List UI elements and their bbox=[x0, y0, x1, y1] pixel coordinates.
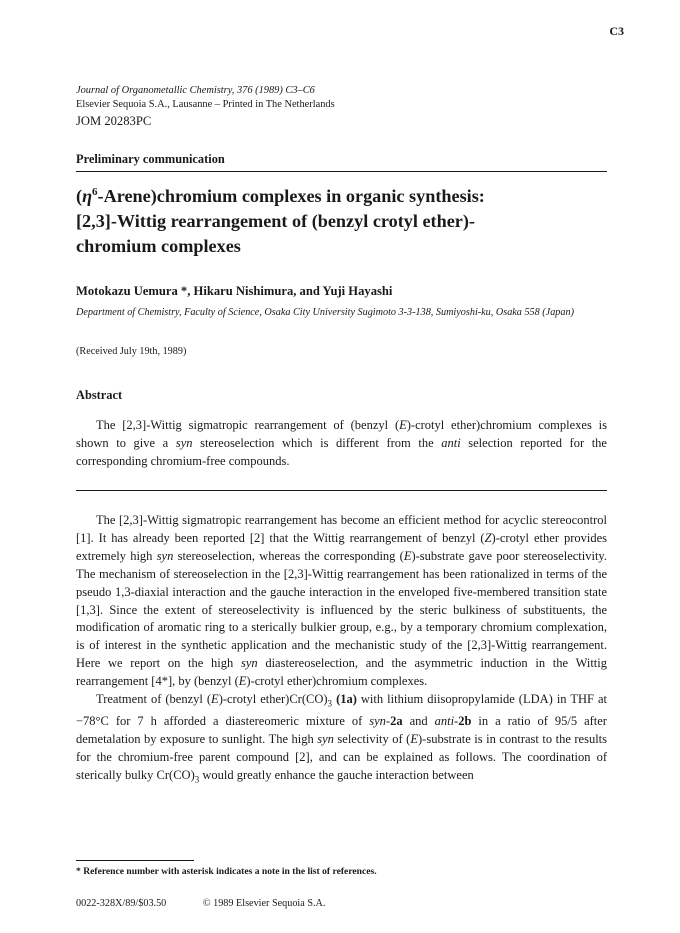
abstract-heading: Abstract bbox=[76, 388, 123, 402]
footnote: * Reference number with asterisk indicates a note in the list of references. bbox=[76, 866, 377, 877]
publisher-line: Elsevier Sequoia S.A., Lausanne – Printed in The Netherlands bbox=[76, 99, 335, 110]
footnote-divider bbox=[76, 860, 194, 861]
body-text: The [2,3]-Wittig sigmatropic rearrangement has become an efficient method for acyclic stereocontrol [1]. It has already been reported [2] that the Wittig rearrangement of benzyl (Z)-crotyl ether provides extremely high syn stereoselection, whereas the corresponding (E)-substrate gave poor stereoselectivity. The mechanism of stereoselection in the [2,3]-Wittig rearrangement has been rationalized in terms of the pseudo 1,3-diaxial interaction and the gauche interaction in the enveloped five-membered transition state [1,3]. Since the extent of stereoselectivity is influenced by the steric bulkiness of substituents, the modification of aromatic ring to a sterically bulkier group, e.g., by a temporary chromium complexation, is of interest in the synthetic application and the mechanistic study of the [2,3]-Wittig rearrangement. Here we report on the high syn diastereoselection, and the asymmetric induction in the Wittig rearrangement [4*], by (benzyl (E)-crotyl ether)chromium complexes. Treatment of (benzyl (E)-crotyl $ether)Cr(CO)_3$ (1a) with lithium diisopropylamide (LDA) in THF at −78°C for 7 h afforded a diastereomeric mixture of syn-2a and anti-2b in a ratio of 95/5 after demetalation by exposure to sunlight. The high syn selectivity of (E)-substrate is in contrast to the results for the chromium-free parent compound [2], and can be explained as follows. The coordination of sterically bulky $Cr(CO)_3$ would greatly enhance the gauche interaction between bbox=[76, 513, 608, 785]
footer bbox=[76, 898, 359, 909]
authors: Motokazu Uemura *, Hikaru Nishimura, and Yuji Hayashi bbox=[76, 284, 393, 298]
affiliation: Department of Chemistry, Faculty of Science, Osaka City University Sugimoto 3-3-138, Sumiyoshi-ku, Osaka 558 (Japan) bbox=[76, 307, 574, 318]
journal-header bbox=[76, 84, 616, 130]
article-code: JOM 20283PC bbox=[76, 114, 152, 128]
journal-citation: Journal of Organometallic Chemistry, 376 (1989) C3–C6 bbox=[76, 85, 315, 96]
divider-top bbox=[76, 171, 607, 172]
abstract-text: The [2,3]-Wittig sigmatropic rearrangement of (benzyl (E)-crotyl ether)chromium complexes is shown to give a syn stereoselection which is different from the anti selection reported for the corresponding chromium-free compounds. bbox=[76, 418, 607, 469]
received-date: (Received July 19th, 1989) bbox=[76, 346, 187, 357]
section-label: Preliminary communication bbox=[76, 152, 225, 166]
divider-abstract bbox=[76, 490, 607, 491]
page-number: C3 bbox=[609, 24, 624, 38]
article-title: $(\eta^6-Arene)chromium$ complexes in organic synthesis: [2,3]-Wittig rearrangement of (benzyl crotyl ether)- chromium complexes bbox=[76, 186, 485, 257]
copyright: © 1989 Elsevier Sequoia S.A. bbox=[202, 898, 326, 909]
issn-code: 0022-328X/89/$03.50 bbox=[76, 898, 167, 909]
